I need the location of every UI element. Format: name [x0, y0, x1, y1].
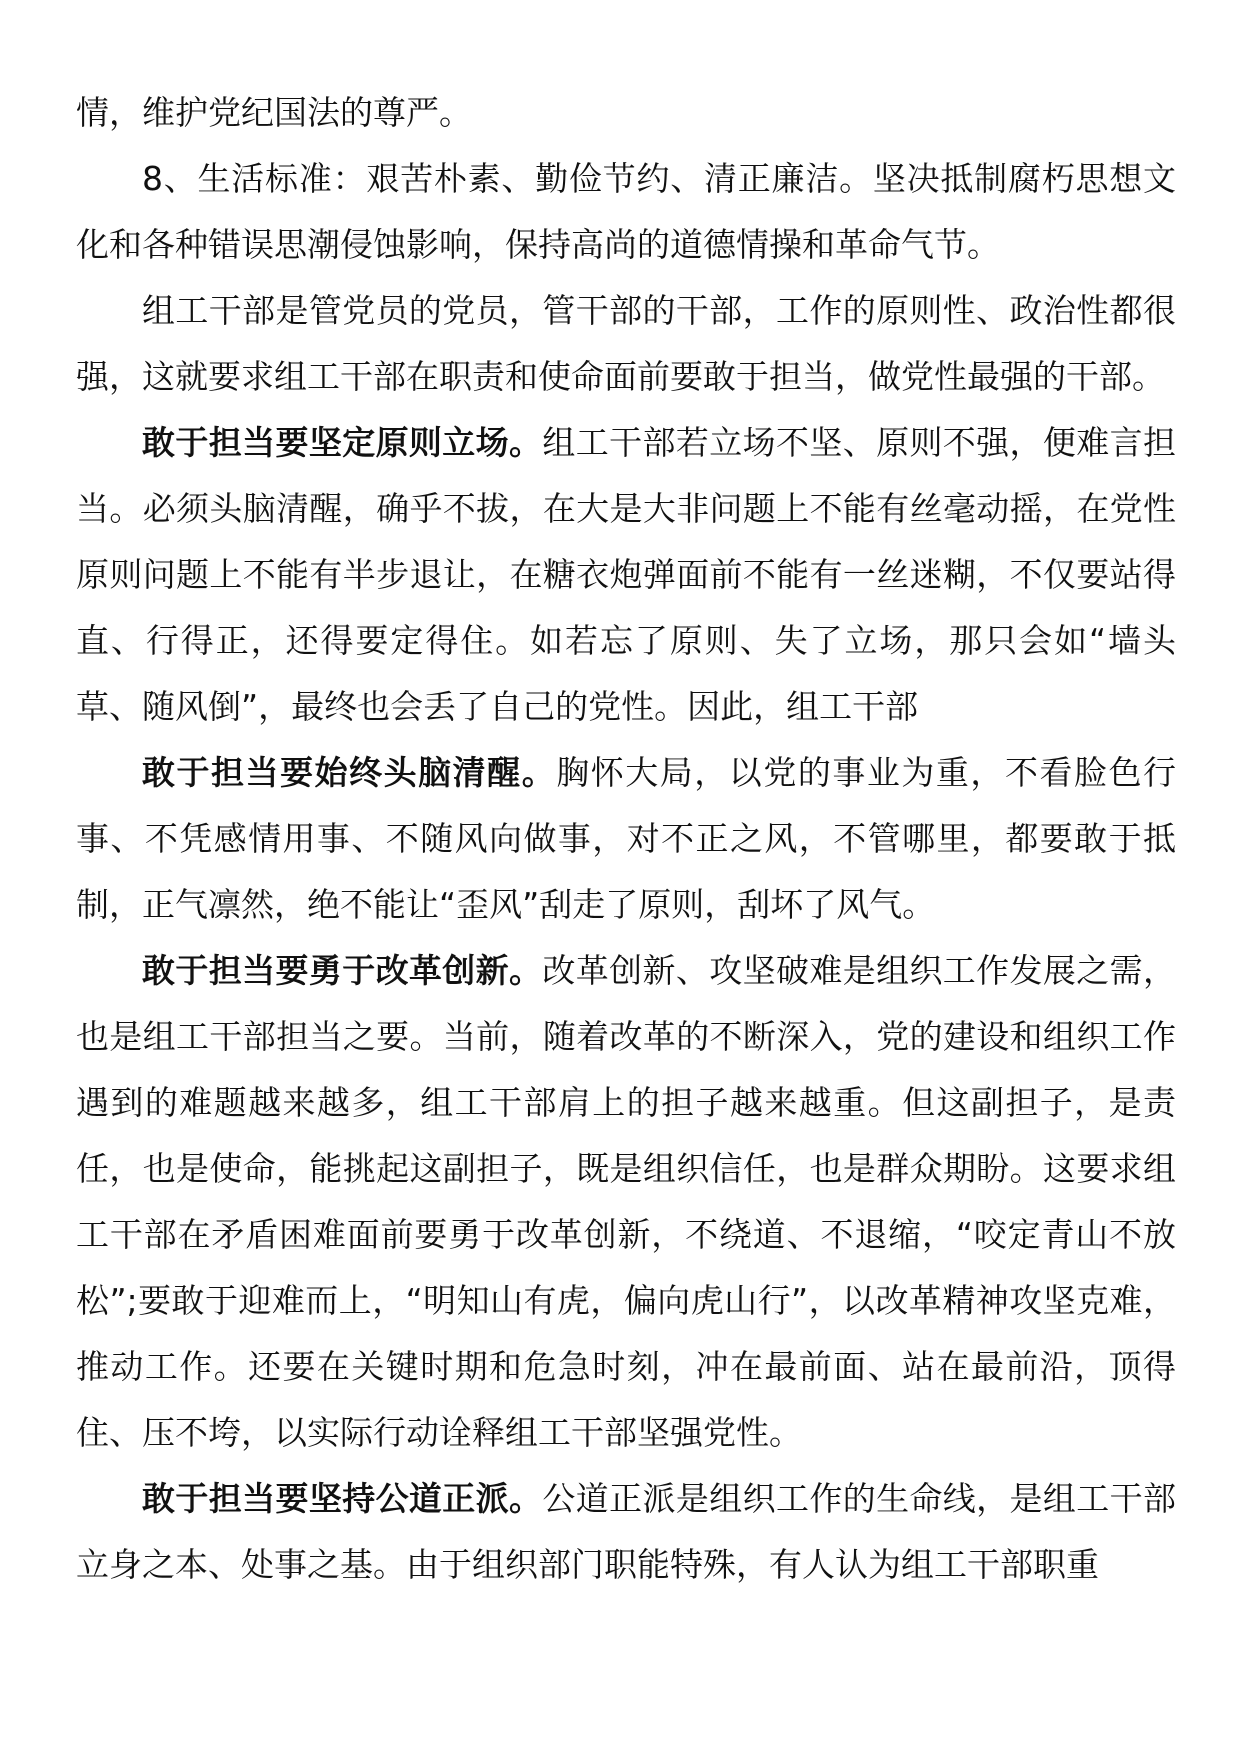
paragraph-7 [76, 1466, 1176, 1598]
paragraph-text: 胸怀大局，以党的事业为重，不看脸色行事、不凭感情用事、不随风向做事，对不正之风，不管哪里，都要敢于抵制，正气凛然，绝不能让“歪风”刮走了原则，刮坏了风气。 [76, 753, 1177, 924]
paragraph-text: 组工干部若立场不坚、原则不强，便难言担当。必须头脑清醒，确乎不拔，在大是大非问题上不能有丝毫动摇，在党性原则问题上不能有半步退让，在糖衣炮弹面前不能有一丝迷糊，不仅要站得直、行得正，还得要定得住。如若忘了原则、失了立场，那只会如“墙头草、随风倒”，最终也会丢了自己的党性。因此，组工干部 [76, 423, 1177, 726]
paragraph-heading: 敢于担当要坚持公道正派。 [142, 1479, 543, 1518]
paragraph-3 [76, 278, 1176, 410]
paragraph-heading: 敢于担当要始终头脑清醒。 [142, 753, 557, 792]
paragraph-4 [76, 410, 1176, 740]
paragraph-5 [76, 740, 1176, 938]
paragraph-text: 改革创新、攻坚破难是组织工作发展之需，也是组工干部担当之要。当前，随着改革的不断深入，党的建设和组织工作遇到的难题越来越多，组工干部肩上的担子越来越重。但这副担子，是责任，也是使命，能挑起这副担子，既是组织信任，也是群众期盼。这要求组工干部在矛盾困难面前要勇于改革创新，不绕道、不退缩，“咬定青山不放松”;要敢于迎难而上，“明知山有虎，偏向虎山行”，以改革精神攻坚克难，推动工作。还要在关键时期和危急时刻，冲在最前面、站在最前沿，顶得住、压不垮，以实际行动诠释组工干部坚强党性。 [76, 951, 1177, 1452]
paragraph-text: 组工干部是管党员的党员，管干部的干部，工作的原则性、政治性都很强，这就要求组工干部在职责和使命面前要敢于担当，做党性最强的干部。 [76, 291, 1176, 396]
paragraph-1 [76, 80, 1176, 146]
paragraph-6 [76, 938, 1176, 1466]
paragraph-2 [76, 146, 1176, 278]
paragraph-heading: 敢于担当要坚定原则立场。 [142, 423, 543, 462]
paragraph-text: 情，维护党纪国法的尊严。 [76, 93, 472, 132]
paragraph-text: 公道正派是组织工作的生命线，是组工干部立身之本、处事之基。由于组织部门职能特殊，有人认为组工干部职重 [76, 1479, 1177, 1584]
document-page [76, 80, 1176, 1598]
paragraph-text: 8、生活标准：艰苦朴素、勤俭节约、清正廉洁。坚决抵制腐朽思想文化和各种错误思潮侵蚀影响，保持高尚的道德情操和革命气节。 [76, 159, 1176, 264]
paragraph-heading: 敢于担当要勇于改革创新。 [142, 951, 543, 990]
